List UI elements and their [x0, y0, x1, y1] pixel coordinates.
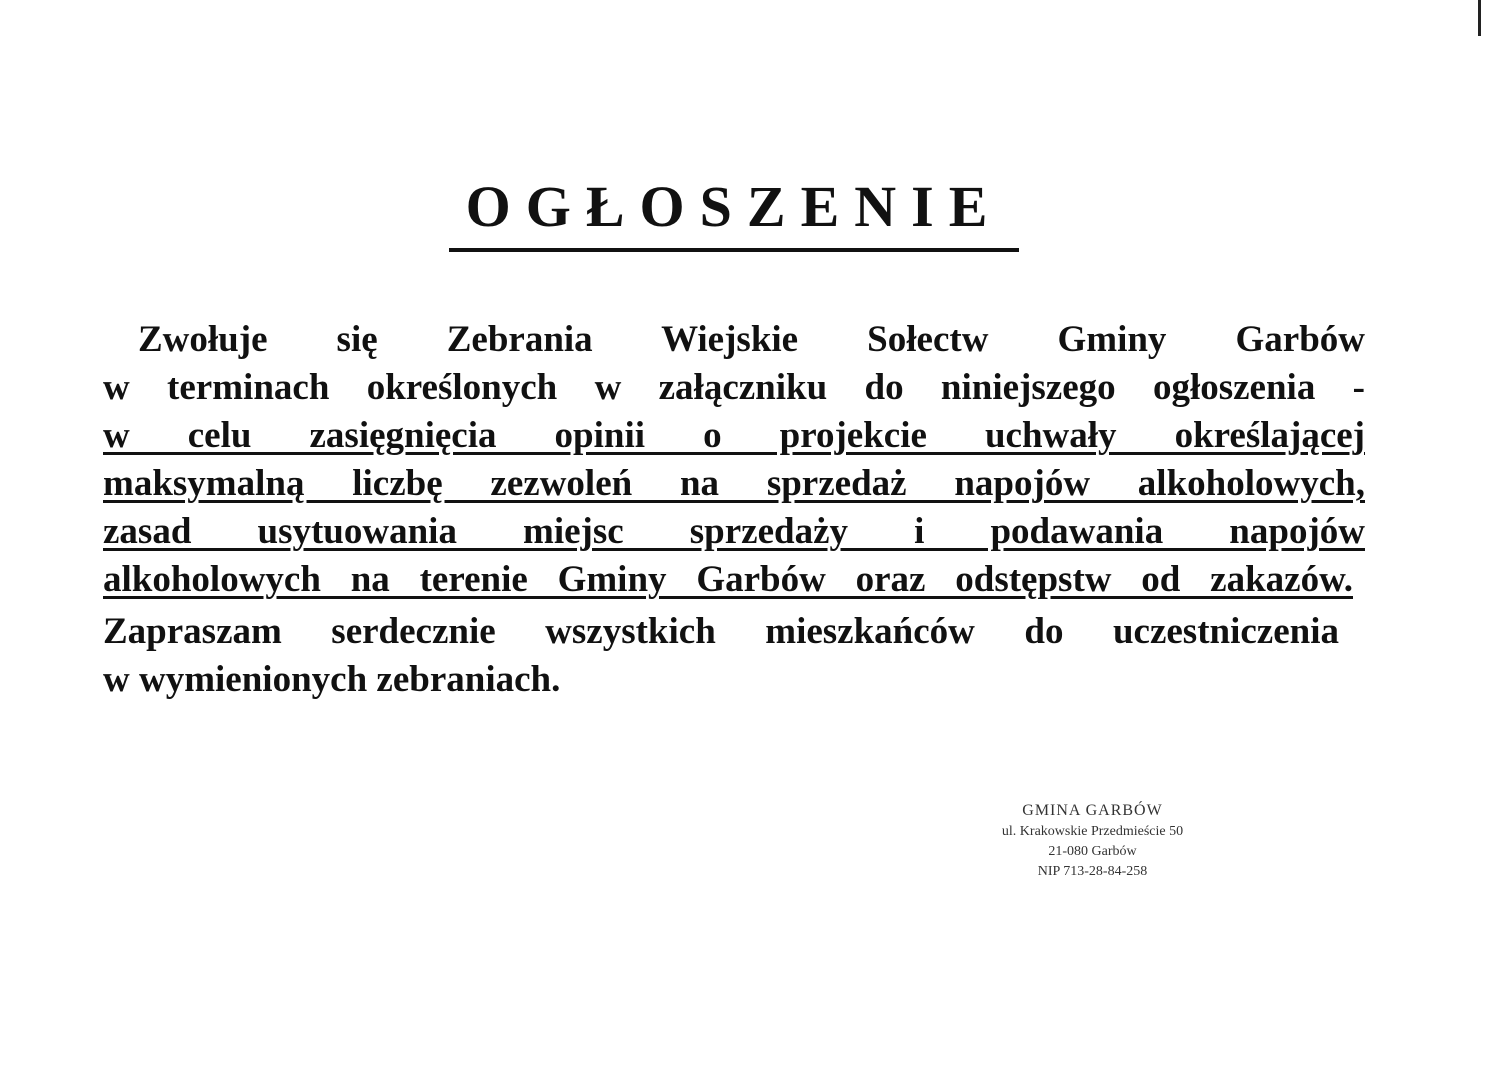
body-line-3-underlined: w celu zasięgnięcia opinii o projekcie uchwały określającej [103, 415, 1365, 456]
body-line-6-underlined: alkoholowych na terenie Gminy Garbów oraz odstępstw od zakazów. [103, 559, 1353, 600]
stamp-name: GMINA GARBÓW [1022, 802, 1163, 819]
stamp-street: ul. Krakowskie Przedmieście 50 [1001, 824, 1184, 839]
notice-title: OGŁOSZENIE [449, 172, 1019, 252]
office-stamp [970, 800, 1215, 882]
scan-edge-mark [1478, 0, 1481, 36]
stamp-nip: NIP 713-28-84-258 [1037, 864, 1148, 879]
body-line-1: Zwołuje się Zebrania Wiejskie Sołectw Gminy Garbów [138, 319, 1365, 360]
body-line-4-underlined: maksymalną liczbę zezwoleń na sprzedaż napojów alkoholowych, [103, 463, 1365, 504]
stamp-postal: 21-080 Garbów [1048, 844, 1137, 859]
body-line-5-underlined: zasad usytuowania miejsc sprzedaży i podawania napojów [103, 511, 1365, 552]
body-line-8: w wymienionych zebraniach. [103, 659, 561, 700]
body-line-2: w terminach określonych w załączniku do niniejszego ogłoszenia - [103, 367, 1365, 408]
body-line-7: Zapraszam serdecznie wszystkich mieszkańców do uczestniczenia [103, 611, 1339, 652]
